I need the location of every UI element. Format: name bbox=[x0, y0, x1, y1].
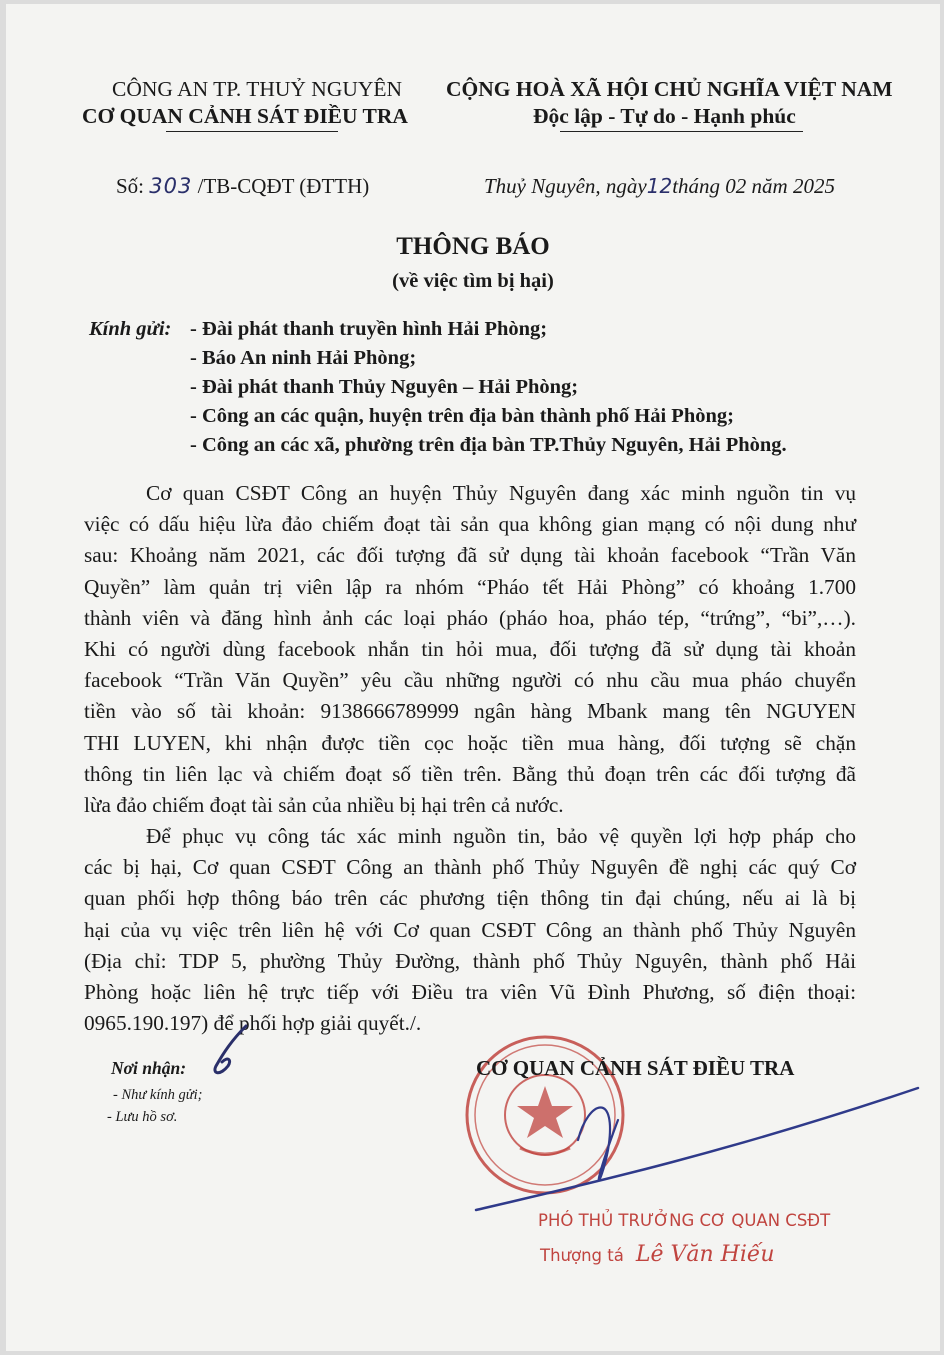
motto-underline bbox=[560, 131, 803, 132]
paragraph-line: quan phối hợp thông báo trên các phương tiện thông tin đại chúng, nếu ai là bị bbox=[84, 886, 856, 911]
handwritten-number: 303 bbox=[149, 174, 193, 198]
paragraph-line: THI LUYEN, khi nhận được tiền cọc hoặc tiền mua hàng, đối tượng sẽ chặn bbox=[84, 730, 856, 755]
national-title: CỘNG HOÀ XÃ HỘI CHỦ NGHĨA VIỆT NAM bbox=[446, 77, 893, 101]
paragraph-line: Cơ quan CSĐT Công an huyện Thủy Nguyên đang xác minh nguồn tin vụ bbox=[146, 481, 856, 505]
document-number bbox=[116, 174, 369, 199]
body-paragraph-1 bbox=[84, 478, 856, 821]
paragraph-line: sau: Khoảng năm 2021, các đối tượng đã sử dụng tài khoản facebook “Trần Văn bbox=[84, 543, 856, 568]
paragraph-line: việc có dấu hiệu lừa đảo chiếm đoạt tài sản qua không gian mạng có nội dung như bbox=[84, 512, 856, 537]
receiver-item: - Lưu hồ sơ. bbox=[107, 1109, 178, 1125]
signature-icon bbox=[468, 1080, 928, 1220]
paragraph-line: thông tin liên lạc và chiếm đoạt số tiền trên. Bằng thủ đoạn trên các đối tượng đã bbox=[84, 761, 856, 786]
recipient-item: - Báo An ninh Hải Phòng; bbox=[190, 347, 417, 369]
paragraph-line: hại của vụ việc trên liên hệ với Cơ quan CSĐT Công an thành phố Thủy Nguyên bbox=[84, 917, 856, 942]
agency-parent: CÔNG AN TP. THUỶ NGUYÊN bbox=[112, 77, 403, 101]
paragraph-line: facebook “Trần Văn Quyền” yêu cầu những người có nhu cầu mua pháo chuyển bbox=[84, 668, 856, 693]
document-title: THÔNG BÁO bbox=[396, 233, 550, 260]
signer-position: PHÓ THỦ TRƯỞNG CƠ QUAN CSĐT bbox=[538, 1211, 831, 1230]
signer-rank: Thượng tá bbox=[540, 1246, 624, 1265]
paragraph-line: lừa đảo chiếm đoạt tài sản của nhiều bị hại trên cả nước. bbox=[84, 793, 564, 818]
signing-organization: CƠ QUAN CẢNH SÁT ĐIỀU TRA bbox=[476, 1056, 795, 1080]
recipient-item: - Đài phát thanh truyền hình Hải Phòng; bbox=[190, 318, 548, 340]
paragraph-line: Khi có người dùng facebook nhắn tin hỏi mua, đối tượng đã sử dụng tài khoản bbox=[84, 637, 856, 662]
initial-mark-icon bbox=[202, 1022, 272, 1082]
number-suffix: /TB-CQĐT (ĐTTH) bbox=[197, 174, 370, 198]
body-paragraph-2 bbox=[84, 821, 856, 1039]
recipient-item: - Công an các xã, phường trên địa bàn TP.Thủy Nguyên, Hải Phòng. bbox=[190, 434, 787, 456]
date-place: Thuỷ Nguyên, ngày bbox=[484, 174, 647, 198]
recipient-item: - Đài phát thanh Thủy Nguyên – Hải Phòng; bbox=[190, 376, 579, 398]
paragraph-line: Phòng hoặc liên hệ trực tiếp với Điều tra viên Vũ Đình Phương, số điện thoại: bbox=[84, 980, 856, 1005]
national-motto: Độc lập - Tự do - Hạnh phúc bbox=[533, 104, 796, 128]
signer-block bbox=[540, 1242, 775, 1267]
agency-underline bbox=[166, 131, 338, 132]
receivers-title: Nơi nhận: bbox=[111, 1058, 187, 1078]
signer-name: Lê Văn Hiếu bbox=[635, 1242, 775, 1267]
handwritten-day: 12 bbox=[646, 174, 673, 198]
paragraph-line: tiền vào số tài khoản: 9138666789999 ngân hàng Mbank mang tên NGUYEN bbox=[84, 699, 856, 724]
paragraph-line: (Địa chỉ: TDP 5, phường Thủy Đường, thành phố Thủy Nguyên, thành phố Hải bbox=[84, 948, 856, 973]
document-page bbox=[6, 4, 940, 1351]
recipients-label: Kính gửi: bbox=[89, 318, 172, 340]
date-rest: tháng 02 năm 2025 bbox=[672, 174, 835, 198]
recipient-item: - Công an các quận, huyện trên địa bàn thành phố Hải Phòng; bbox=[190, 405, 734, 427]
agency-name: CƠ QUAN CẢNH SÁT ĐIỀU TRA bbox=[82, 104, 408, 128]
receiver-item: - Như kính gửi; bbox=[113, 1087, 203, 1103]
number-prefix: Số: bbox=[116, 174, 145, 198]
paragraph-line: Quyền” làm quản trị viên lập ra nhóm “Pháo tết Hải Phòng” có khoảng 1.700 bbox=[84, 574, 856, 599]
paragraph-line: các bị hại, Cơ quan CSĐT Công an thành phố Thủy Nguyên đề nghị các quý Cơ bbox=[84, 855, 856, 880]
paragraph-line: Để phục vụ công tác xác minh nguồn tin, bảo vệ quyền lợi hợp pháp cho bbox=[146, 824, 856, 848]
paragraph-line: thành viên và đăng hình ảnh các loại pháo (pháo hoa, pháo tép, “trứng”, “bi”,…). bbox=[84, 605, 856, 630]
document-date bbox=[484, 174, 835, 199]
document-subtitle: (về việc tìm bị hại) bbox=[392, 270, 554, 292]
paragraph-line: 0965.190.197) để phối hợp giải quyết./. bbox=[84, 1011, 422, 1036]
